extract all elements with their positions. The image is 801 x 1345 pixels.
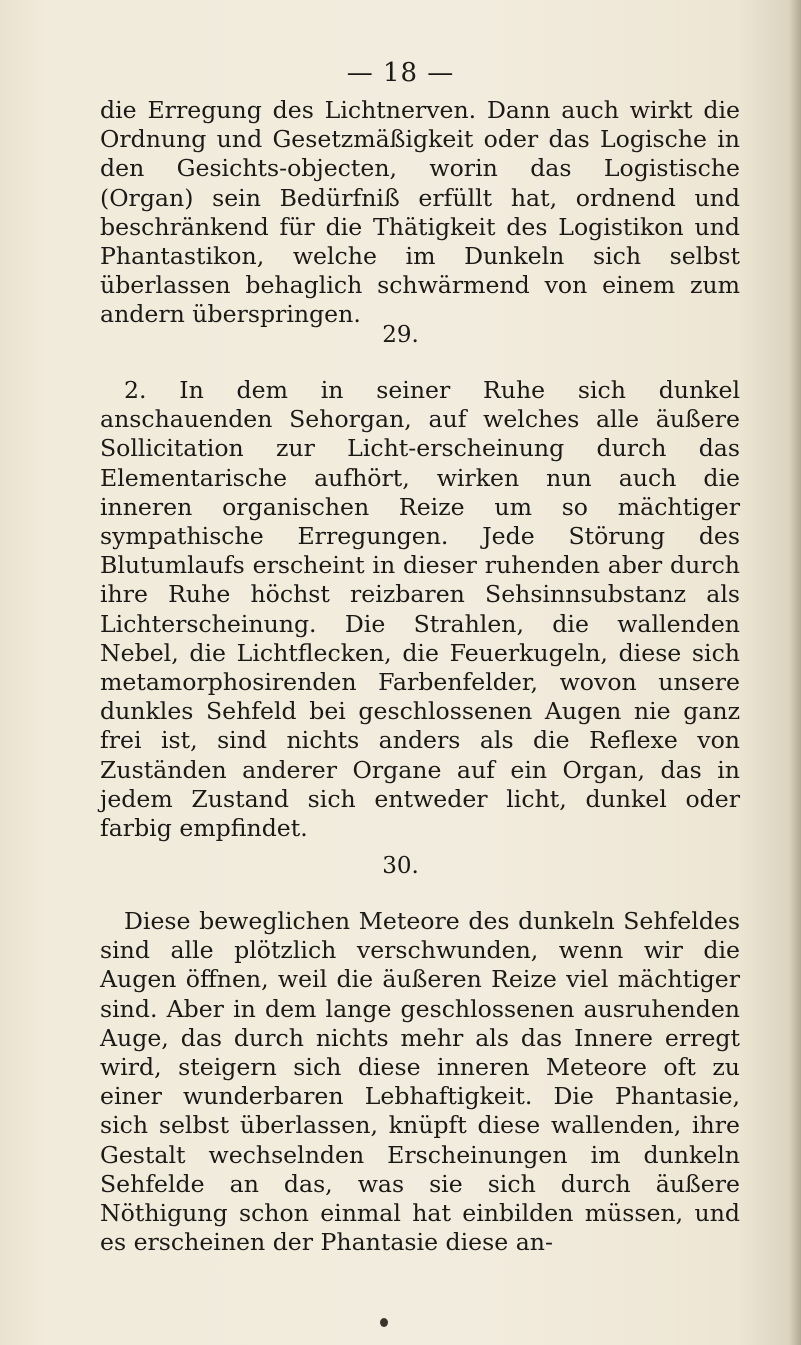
section-number-29: 29. <box>382 322 419 348</box>
paragraph-intro: die Erregung des Lichtnerven. Dann auch wirkt die Ordnung und Gesetzmäßigkeit oder das Logische in den Gesichts-objecten, worin das Logistische (Organ) sein Bedürfniß erfüllt hat, ordnend und beschränkend für die Thätigkeit des Logistikon und Phantastikon, welche im Dunkeln sich selbst überlassen behaglich schwärmend von einem zum andern überspringen. <box>100 96 740 329</box>
paragraph-section-30: Diese beweglichen Meteore des dunkeln Sehfeldes sind alle plötzlich verschwunden, wenn wir die Augen öffnen, weil die äußeren Reize viel mächtiger sind. Aber in dem lange geschlossenen ausruhenden Auge, das durch nichts mehr als das Innere erregt wird, steigern sich diese inneren Meteore oft zu einer wunderbaren Lebhaftigkeit. Die Phantasie, sich selbst überlassen, knüpft diese wallenden, ihre Gestalt wechselnden Erscheinungen im dunkeln Sehfelde an das, was sie sich durch äußere Nöthigung schon einmal hat einbilden müssen, und es erscheinen der Phantasie diese an- <box>100 907 740 1257</box>
paragraph-section-29: 2. In dem in seiner Ruhe sich dunkel anschauenden Sehorgan, auf welches alle äußere Sollicitation zur Licht-erscheinung durch das Elementarische aufhört, wirken nun auch die inneren organischen Reize um so mächtiger sympathische Erregungen. Jede Störung des Blutumlaufs erscheint in dieser ruhenden aber durch ihre Ruhe höchst reizbaren Sehsinnsubstanz als Lichterscheinung. Die Strahlen, die wallenden Nebel, die Lichtflecken, die Feuerkugeln, diese sich metamorphosirenden Farbenfelder, wovon unsere dunkles Sehfeld bei geschlossenen Augen nie ganz frei ist, sind nichts anders als die Reflexe von Zuständen anderer Organe auf ein Organ, das in jedem Zustand sich entweder licht, dunkel oder farbig empfindet. <box>100 376 740 843</box>
page-number-header: — 18 — <box>346 58 455 88</box>
page-edge-shadow <box>789 0 801 1345</box>
section-number-30: 30. <box>382 853 419 879</box>
ink-dot-mark <box>380 1318 388 1327</box>
